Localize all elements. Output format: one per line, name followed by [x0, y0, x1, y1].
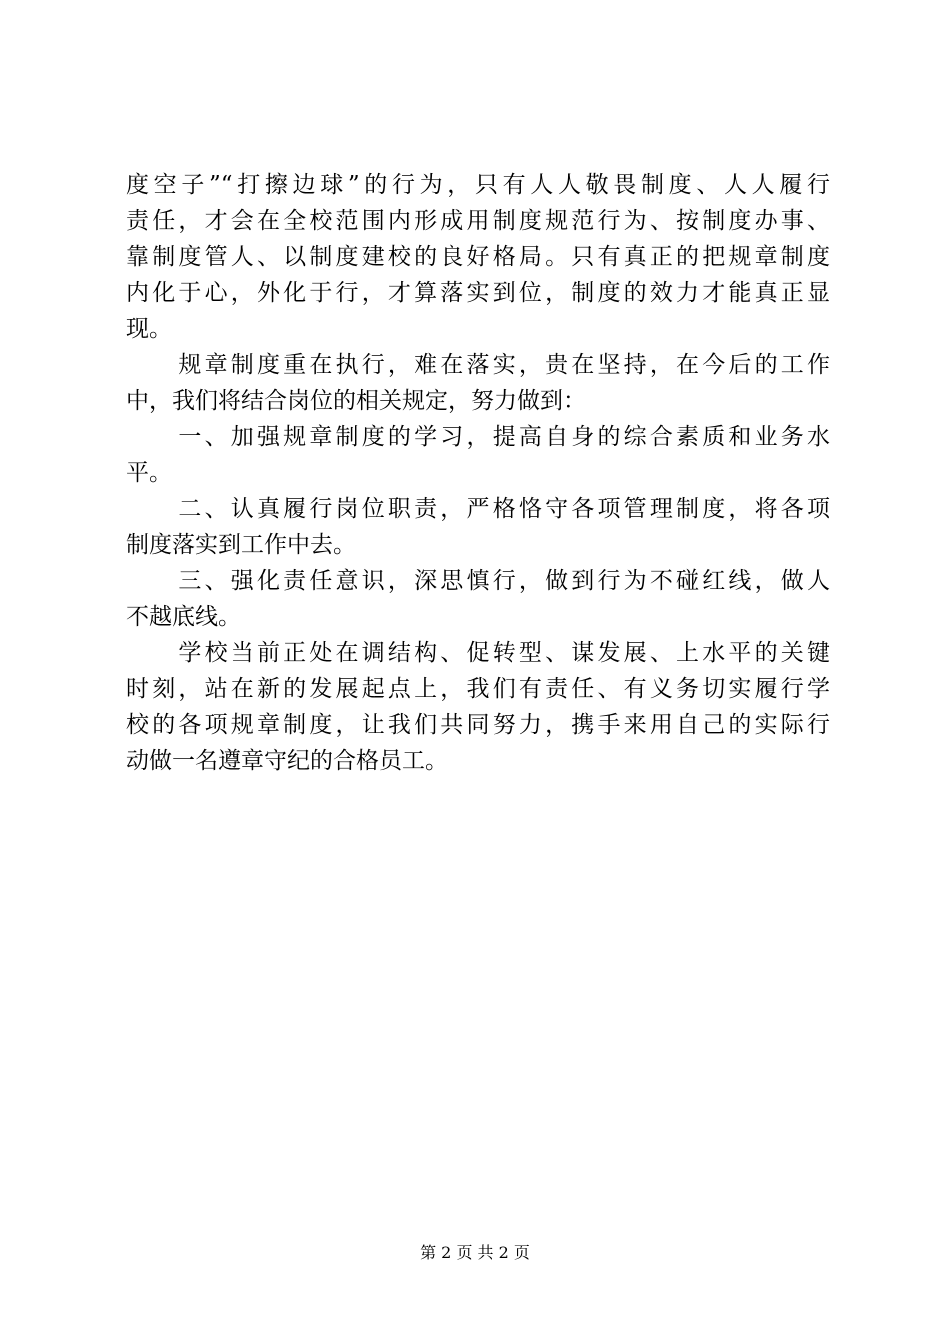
text-line: 制度落实到工作中去。: [126, 532, 356, 558]
text-line: 度空子”“打擦边球”的行为，只有人人敬畏制度、人人履行: [126, 172, 830, 198]
text-line: 不越底线。: [126, 604, 241, 630]
text-line: 中，我们将结合岗位的相关规定，努力做到：: [126, 388, 586, 414]
page-number-footer: 第 2 页 共 2 页: [420, 1243, 530, 1262]
text-line: 动做一名遵章守纪的合格员工。: [126, 748, 448, 774]
text-line: 规章制度重在执行，难在落实，贵在坚持，在今后的工作: [126, 352, 830, 378]
text-line: 二、认真履行岗位职责，严格恪守各项管理制度，将各项: [126, 496, 830, 522]
text-line: 时刻，站在新的发展起点上，我们有责任、有义务切实履行学: [126, 676, 830, 702]
text-line: 责任，才会在全校范围内形成用制度规范行为、按制度办事、: [126, 208, 830, 234]
text-line: 现。: [126, 316, 172, 342]
text-line: 三、强化责任意识，深思慎行，做到行为不碰红线，做人: [126, 568, 830, 594]
body-text: [126, 167, 830, 779]
text-line: 学校当前正处在调结构、促转型、谋发展、上水平的关键: [126, 640, 830, 666]
text-line: 校的各项规章制度，让我们共同努力，携手来用自己的实际行: [126, 712, 830, 738]
text-line: 一、加强规章制度的学习，提高自身的综合素质和业务水: [126, 424, 830, 450]
text-line: 平。: [126, 460, 172, 486]
text-line: 靠制度管人、以制度建校的良好格局。只有真正的把规章制度: [126, 244, 830, 270]
text-line: 内化于心，外化于行，才算落实到位，制度的效力才能真正显: [126, 280, 830, 306]
